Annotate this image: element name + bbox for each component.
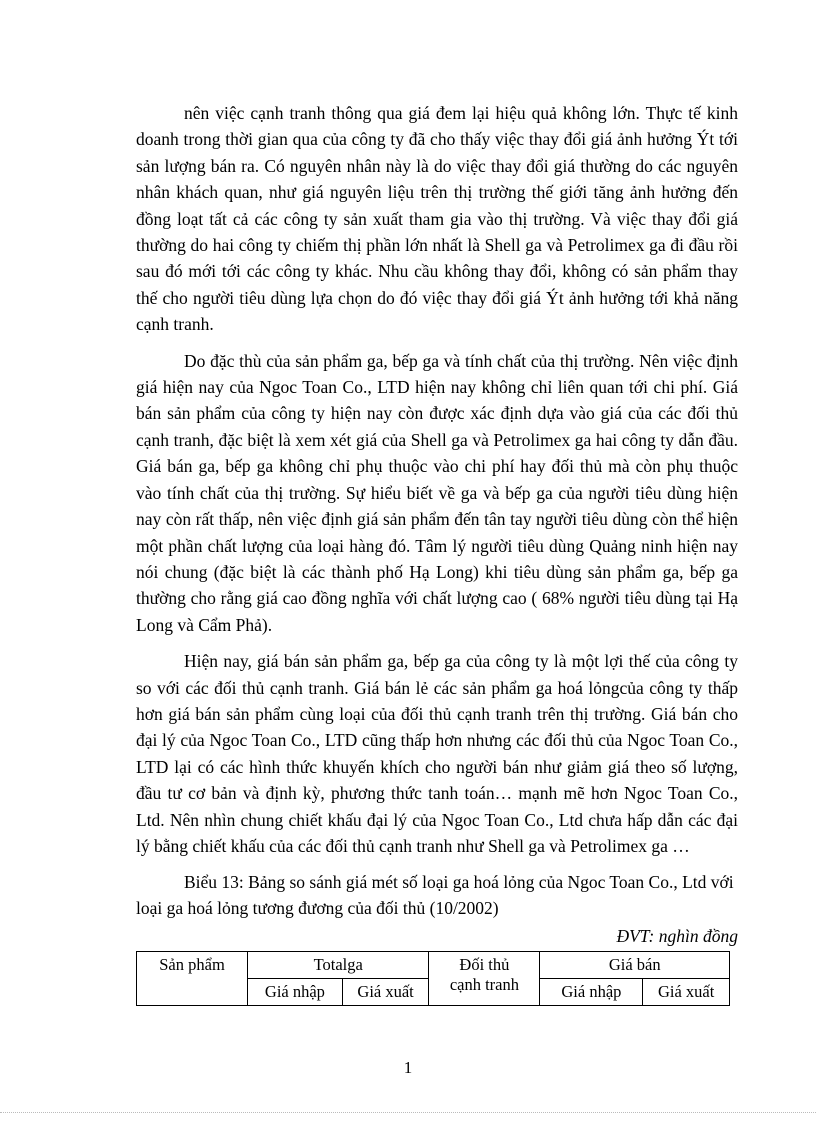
header-price-group-label: Giá bán bbox=[608, 955, 661, 975]
header-competitor-line-1: Đối thủ bbox=[459, 955, 510, 975]
paragraph-1: nên việc cạnh tranh thông qua giá đem lại hiệu quả không lớn. Thực tế kinh doanh trong thời gian qua của công ty đã cho thấy việc thay đổi giá ảnh hưởng Ýt tới sản lượng bán ra. Có nguyên nhân này là do việc thay đổi giá thường do các nguyên nhân khách quan, như giá nguyên liệu trên thị trường thế giới tăng ảnh hưởng đến đồng loạt tất cả các công ty sản xuất tham gia vào thị trường. Và việc thay đổi giá thường do hai công ty chiếm thị phần lớn nhất là Shell ga và Petrolimex ga đi đầu rồi sau đó mới tới các công ty khác. Nhu cầu không thay đổi, không có sản phẩm thay thế cho người tiêu dùng lựa chọn do đó việc thay đổi giá Ýt ảnh hưởng tới khả năng cạnh tranh. bbox=[136, 103, 738, 335]
header-own-group bbox=[248, 952, 429, 979]
unit-label: ĐVT: nghìn đồng bbox=[616, 926, 738, 947]
header-price-group bbox=[540, 952, 730, 979]
subheader-buy-competitor: Giá nhập bbox=[540, 979, 643, 1006]
page-bottom-border bbox=[0, 1112, 816, 1113]
subheader-buy-own: Giá nhập bbox=[248, 979, 343, 1006]
header-product-label: Sản phẩm bbox=[159, 955, 225, 975]
paragraph-3: Hiện nay, giá bán sản phẩm ga, bếp ga của công ty là một lợi thế của công ty so với các đối thủ cạnh tranh. Giá bán lẻ các sản phẩm ga hoá lỏngcủa công ty thấp hơn giá bán sản phẩm cùng loại của đối thủ cạnh tranh trên thị trường. Giá bán cho đại lý của Ngoc Toan Co., LTD cũng thấp hơn nhưng các đối thủ của Ngoc Toan Co., LTD lại có các hình thức khuyến khích cho người bán như giảm giá theo số lượng, đầu tư cơ bản và định kỳ, phương thức tanh toán… mạnh mẽ hơn Ngoc Toan Co., Ltd. Nên nhìn chung chiết khấu đại lý của Ngoc Toan Co., Ltd chưa hấp dẫn các đại lý bằng chiết khấu của các đối thủ cạnh tranh như Shell ga và Petrolimex ga … bbox=[136, 651, 738, 856]
subheader-sell-own: Giá xuất bbox=[342, 979, 429, 1006]
header-own-group-label: Totalga bbox=[313, 955, 363, 975]
page-number: 1 bbox=[403, 1058, 413, 1077]
table-header-row bbox=[137, 952, 730, 979]
page-content bbox=[136, 100, 738, 1006]
header-competitor bbox=[429, 952, 540, 1006]
price-comparison-table bbox=[136, 951, 730, 1006]
header-competitor-line-2: cạnh tranh bbox=[449, 975, 519, 995]
table-caption: Biểu 13: Bảng so sánh giá mét số loại ga hoá lỏng của Ngoc Toan Co., Ltd với loại ga hoá lỏng tương đương của đối thủ (10/2002) bbox=[136, 872, 734, 919]
header-product bbox=[137, 952, 248, 1006]
subheader-sell-competitor: Giá xuất bbox=[643, 979, 730, 1006]
paragraph-2: Do đặc thù của sản phẩm ga, bếp ga và tính chất của thị trường. Nên việc định giá hiện nay của Ngoc Toan Co., LTD hiện nay không chỉ liên quan tới chi phí. Giá bán sản phẩm của công ty hiện nay còn được xác định dựa vào giá của các đối thủ cạnh tranh, đặc biệt là xem xét giá của Shell ga và Petrolimex ga hai công ty dẫn đầu. Giá bán ga, bếp ga không chỉ phụ thuộc vào chi phí hay đối thủ mà còn phụ thuộc vào tính chất của thị trường. Sự hiểu biết về ga và bếp ga của người tiêu dùng hiện nay còn rất thấp, nên việc định giá sản phẩm đến tân tay người tiêu dùng còn thể hiện một phần chất lượng của loại hàng đó. Tâm lý người tiêu dùng Quảng ninh hiện nay nói chung (đặc biệt là các thành phố Hạ Long) khi tiêu dùng sản phẩm ga, bếp ga thường cho rằng giá cao đồng nghĩa với chất lượng cao ( 68% người tiêu dùng tại Hạ Long và Cẩm Phả). bbox=[136, 350, 738, 635]
